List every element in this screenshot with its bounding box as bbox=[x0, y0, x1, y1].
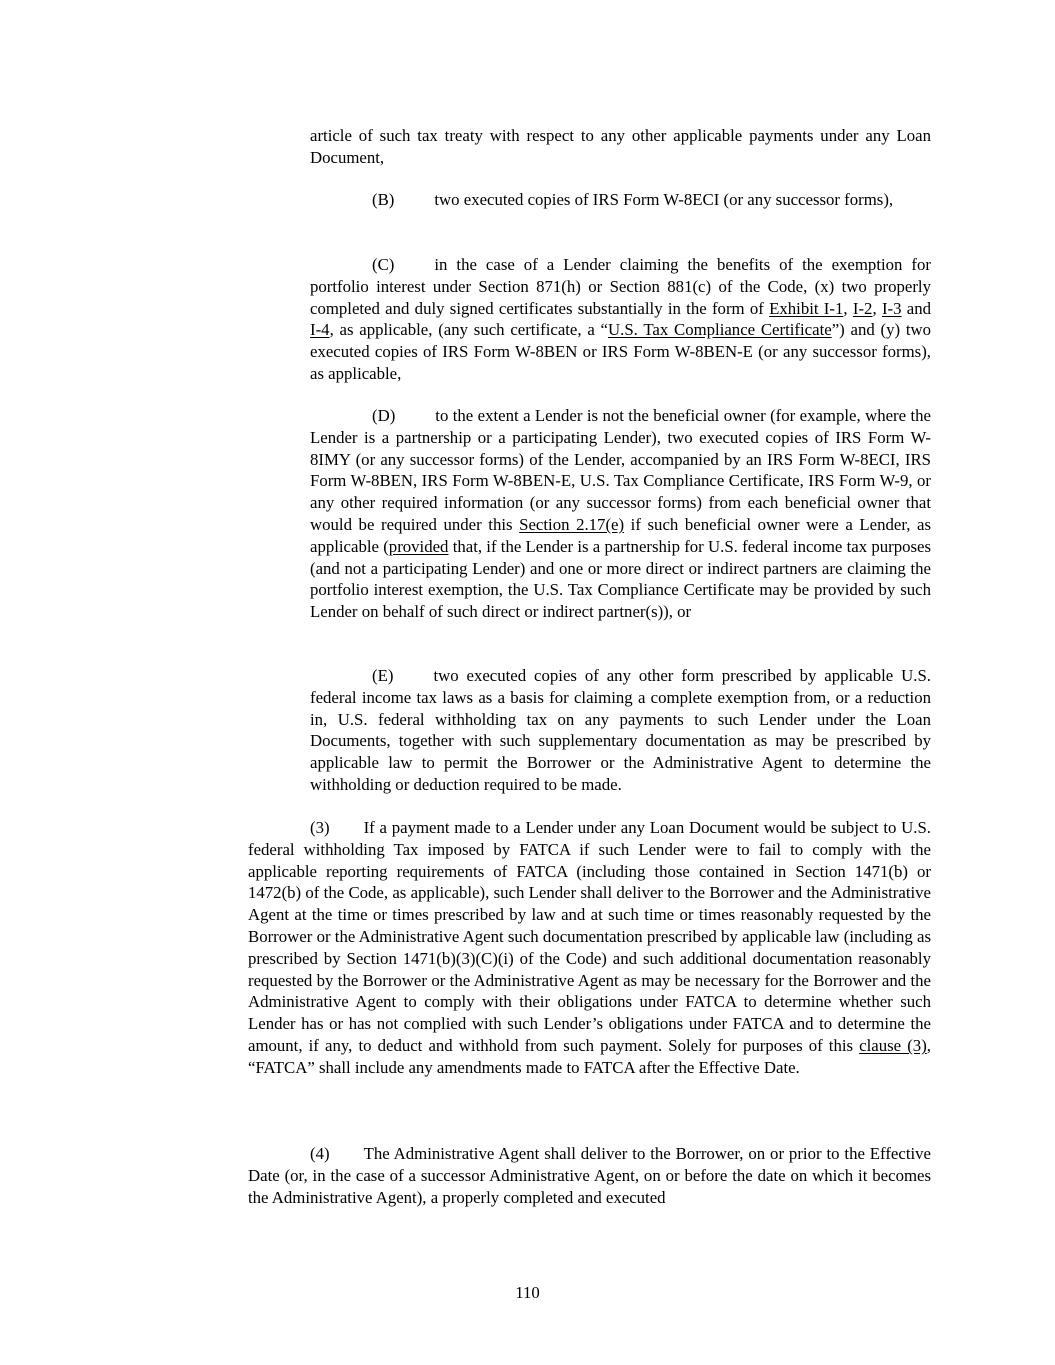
paragraph-e-text: two executed copies of any other form prescribed by applicable U.S. federal income tax laws as a basis for claiming a complete exemption from, or a reduction in, U.S. federal withholding tax on any payments to such Lender under the Loan Documents, together with such supplementary documentation as may be prescribed by applicable law to permit the Borrower or the Administrative Agent to determine the withholding or deduction required to be made. bbox=[310, 666, 931, 794]
paragraph-3-label: (3) bbox=[310, 818, 330, 837]
separator: and bbox=[901, 298, 932, 318]
exhibit-i3-ref: I-3 bbox=[881, 298, 902, 318]
paragraph-d-text-3: that, if the Lender is a partnership for U.S. federal income tax purposes (and not a participating Lender) and one or more direct or indirect partners are claiming the portfolio interest exemption, the U.S. Tax Compliance Certificate may be provided by such Lender on behalf of such direct or indirect partner(s)), or bbox=[310, 536, 931, 622]
paragraph-3-text-1: If a payment made to a Lender under any Loan Document would be subject to U.S. federal withholding Tax imposed by FATCA if such Lender were to fail to comply with the applicable reporting requirements of FATCA (including those contained in Section 1471(b) or 1472(b) of the Code, as applicable), such Lender shall deliver to the Borrower and the Administrative Agent at the time or times prescribed by law and at such time or times reasonably requested by the Borrower or the Administrative Agent such documentation prescribed by applicable law (including as prescribed by Section 1471(b)(3)(C)(i) of the Code) and such additional documentation reasonably requested by the Borrower or the Administrative Agent as may be necessary for the Borrower and the Administrative Agent to comply with their obligations under FATCA to determine whether such Lender has or has not complied with such Lender’s obligations under FATCA and to determine the amount, if any, to deduct and withhold from such payment. Solely for purposes of this bbox=[248, 818, 931, 1055]
paragraph-3 bbox=[248, 817, 931, 1079]
paragraph-3-text-2: , “FATCA” shall include any amendments made to FATCA after the Effective Date. bbox=[248, 1035, 931, 1077]
exhibit-i1-ref: Exhibit I-1 bbox=[769, 298, 844, 318]
paragraph-b bbox=[310, 189, 931, 211]
paragraph-b-text: two executed copies of IRS Form W-8ECI (or any successor forms), bbox=[434, 190, 894, 209]
paragraph-c bbox=[310, 254, 931, 385]
separator: , bbox=[843, 298, 853, 318]
paragraph-d-label: (D) bbox=[372, 406, 396, 425]
separator: , bbox=[872, 298, 882, 318]
paragraph-4-text: The Administrative Agent shall deliver to the Borrower, on or prior to the Effective Date (or, in the case of a successor Administrative Agent, on or before the date on which it becomes the Administrative Agent), a properly completed and executed bbox=[248, 1144, 931, 1207]
paragraph-b-label: (B) bbox=[372, 190, 395, 209]
section-ref: Section 2.17(e) bbox=[519, 514, 625, 534]
provided-term: provided bbox=[388, 536, 449, 556]
paragraph-c-text-1: in the case of a Lender claiming the benefits of the exemption for portfolio interest under Section 871(h) or Section 881(c) of the Code, (x) two properly completed and duly signed certificates substantially in the form of bbox=[310, 255, 931, 318]
paragraph-intro bbox=[310, 125, 931, 169]
paragraph-e-label: (E) bbox=[372, 666, 394, 685]
defined-term-us-tax-compliance-certificate: U.S. Tax Compliance Certificate bbox=[608, 320, 832, 340]
paragraph-4 bbox=[248, 1143, 931, 1208]
paragraph-d-text-2: if such beneficial owner were a Lender, as applicable ( bbox=[310, 514, 932, 556]
paragraph-d bbox=[310, 405, 931, 623]
paragraph-c-label: (C) bbox=[372, 255, 395, 274]
exhibit-i2-ref: I-2 bbox=[852, 298, 873, 318]
exhibit-i4-ref: I-4 bbox=[310, 320, 330, 340]
paragraph-intro-text: article of such tax treaty with respect to any other applicable payments under any Loan Document, bbox=[310, 126, 931, 167]
paragraph-4-label: (4) bbox=[310, 1144, 330, 1163]
paragraph-e bbox=[310, 665, 931, 796]
paragraph-c-text-3: ”) and (y) two executed copies of IRS Form W-8BEN or IRS Form W-8BEN-E (or any successor forms), as applicable, bbox=[310, 320, 931, 383]
page-number: 110 bbox=[515, 1283, 540, 1302]
clause-ref: clause (3) bbox=[859, 1035, 927, 1055]
paragraph-d-text-1: to the extent a Lender is not the beneficial owner (for example, where the Lender is a partnership or a participating Lender), two executed copies of IRS Form W-8IMY (or any successor forms) of the Lender, accompanied by an IRS Form W-8ECI, IRS Form W-8BEN, IRS Form W-8BEN-E, U.S. Tax Compliance Certificate, IRS Form W-9, or any other required information (or any successor forms) from each beneficial owner that would be required under this bbox=[310, 406, 931, 534]
paragraph-c-text-2: , as applicable, (any such certificate, a “ bbox=[329, 320, 609, 340]
